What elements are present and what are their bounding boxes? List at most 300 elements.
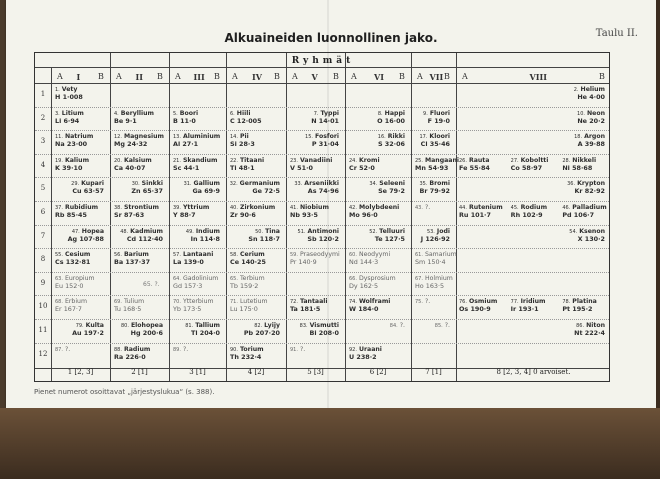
element-name-text: Fluori <box>429 109 450 117</box>
element-name <box>300 322 339 329</box>
element-name <box>390 322 405 329</box>
element-number: 79. <box>75 323 84 329</box>
element-cell <box>55 110 84 125</box>
element-cell <box>415 157 459 172</box>
element-name <box>55 86 83 93</box>
group-sub-a: A <box>417 72 423 81</box>
element-name <box>55 275 95 282</box>
element-number: 52. <box>369 228 378 235</box>
element-number: 20. <box>114 157 122 164</box>
element-name-text: Sinkki <box>141 180 163 188</box>
element-name-text: Magnesium <box>123 133 164 141</box>
element-name <box>369 228 405 235</box>
element-symbol-weight: Cd 112·40 <box>126 234 163 243</box>
element-number: 58. <box>230 252 238 259</box>
element-name-text: ?. <box>399 322 405 329</box>
element-cell <box>511 204 547 219</box>
element-cell <box>305 133 339 148</box>
element-number: 4. <box>114 110 119 117</box>
element-name-text: Nikkeli <box>572 156 597 164</box>
element-symbol-weight: S 32·06 <box>377 140 405 149</box>
element-number: 88. <box>114 346 122 353</box>
element-name-text: Gallium <box>193 180 220 188</box>
element-cell <box>173 110 198 125</box>
element-name <box>230 346 264 353</box>
plate-label: Taulu II. <box>595 28 638 39</box>
element-number: 7. <box>313 110 319 117</box>
element-cell <box>349 298 390 313</box>
group-sub-b: B <box>98 72 104 81</box>
element-name-text: Mangaani <box>424 156 459 164</box>
element-cell <box>290 204 329 219</box>
element-name <box>349 204 399 211</box>
element-name-text: Koboltti <box>520 156 549 164</box>
element-number: 33. <box>294 181 303 188</box>
footnote: Pienet numerot osoittavat „järjestyslukua“ (s. 388). <box>34 388 215 396</box>
element-name-text: Seleeni <box>379 180 405 188</box>
element-symbol-weight: C 12·005 <box>230 116 262 125</box>
element-name <box>290 157 332 164</box>
element-number: 75. <box>415 299 423 306</box>
element-name <box>305 133 339 140</box>
element-name-text: ?. <box>424 298 431 306</box>
element-symbol-weight: Nb 93·5 <box>290 211 318 219</box>
element-cell <box>419 180 450 195</box>
element-number: 65. <box>230 275 238 282</box>
element-number: 36. <box>567 181 576 188</box>
element-number: 6. <box>230 110 235 117</box>
element-symbol-weight: Te 127·5 <box>374 234 405 243</box>
element-symbol-weight: Nt 222·4 <box>574 329 605 337</box>
element-cell <box>72 322 104 337</box>
element-symbol-weight: Th 232·4 <box>230 352 262 361</box>
element-cell <box>68 228 104 243</box>
group-VIII-label: VIII <box>529 72 547 82</box>
element-name-text: Hiili <box>236 109 251 117</box>
element-cell <box>120 228 163 243</box>
element-name-text: ?. <box>182 345 189 353</box>
element-cell <box>349 346 382 361</box>
valence-label: 5 [3] <box>307 368 324 376</box>
element-cell <box>114 110 154 125</box>
element-name-text: Zirkonium <box>239 204 276 211</box>
period-divider <box>35 248 609 249</box>
group-sub-b: B <box>274 72 280 81</box>
element-name-text: Lutetium <box>239 298 268 306</box>
element-name <box>173 110 198 117</box>
period-divider <box>35 177 609 178</box>
element-symbol-weight: He 4·00 <box>577 93 605 101</box>
element-cell <box>173 346 188 353</box>
element-symbol-weight: Sm 150·4 <box>415 258 446 267</box>
element-number: 48. <box>120 228 129 235</box>
element-cell <box>435 322 450 329</box>
element-number: 43. <box>415 205 423 211</box>
element-name <box>55 133 93 140</box>
period-4-number: 4 <box>40 160 46 169</box>
group-sub-b: B <box>399 72 405 81</box>
element-cell <box>311 110 339 125</box>
element-symbol-weight: Br 79·92 <box>419 187 450 196</box>
element-name-text: Neodyymi <box>358 251 391 259</box>
element-symbol-weight: Ge 72·5 <box>252 187 280 196</box>
element-symbol-weight: Mg 24·32 <box>114 140 148 149</box>
element-symbol-weight: Tl 204·0 <box>191 329 220 337</box>
element-name <box>562 204 606 211</box>
element-name-text: Kadmium <box>130 227 163 235</box>
element-symbol-weight: Hg 200·6 <box>130 329 163 337</box>
element-name <box>415 204 430 211</box>
row-divider <box>35 83 609 84</box>
element-cell <box>562 157 596 172</box>
element-name-text: Torium <box>239 345 264 353</box>
element-number: 26. <box>459 157 467 164</box>
period-1-number: 1 <box>40 90 46 98</box>
element-name <box>574 86 605 93</box>
element-symbol-weight: Pr 140·9 <box>290 258 317 267</box>
element-number: 47. <box>71 228 80 235</box>
element-name <box>114 133 164 140</box>
column-divider <box>456 53 457 381</box>
group-sub-b: B <box>444 72 450 81</box>
element-cell <box>230 275 265 290</box>
element-name <box>562 157 596 164</box>
valence-label: 6 [2] <box>369 368 387 376</box>
period-9-number: 9 <box>40 278 46 287</box>
element-cell <box>173 133 220 148</box>
element-name <box>421 228 450 235</box>
element-number: 50. <box>255 228 264 235</box>
element-cell <box>55 204 98 219</box>
group-sub-a: A <box>232 72 238 81</box>
group-sub-a: A <box>292 72 298 81</box>
element-cell <box>230 251 266 266</box>
element-name-text: Skandium <box>182 156 218 164</box>
element-name <box>173 251 213 258</box>
element-symbol-weight: Ti 48·1 <box>230 163 255 172</box>
element-symbol-weight: Si 28·3 <box>230 140 255 149</box>
element-cell <box>459 298 497 313</box>
element-symbol-weight: Be 9·1 <box>114 116 137 125</box>
period-divider <box>35 201 609 202</box>
group-sub-a: A <box>462 72 468 81</box>
element-name <box>290 346 305 353</box>
element-name <box>230 251 266 258</box>
element-name-text: Praseodyymi <box>299 251 340 259</box>
element-number: 1. <box>55 87 60 93</box>
element-symbol-weight: Pt 195·2 <box>562 305 593 314</box>
element-name-text: Rikki <box>387 133 405 141</box>
element-number: 57. <box>173 252 181 259</box>
element-symbol-weight: Sr 87·63 <box>114 211 145 219</box>
table-page <box>6 0 656 408</box>
element-name-text: Europium <box>64 274 95 282</box>
element-name-text: Beryllium <box>120 109 154 117</box>
element-symbol-weight: Os 190·9 <box>459 305 491 314</box>
valence-label: 8 [2, 3, 4] 0 arvoiset. <box>496 368 571 376</box>
element-number: 90. <box>230 346 238 353</box>
element-number: 59. <box>290 252 298 259</box>
element-cell <box>577 110 605 125</box>
group-sub-a: A <box>175 72 181 81</box>
page-title: Alkuaineiden luonnollinen jako. <box>224 31 438 45</box>
element-number: 22. <box>230 157 238 164</box>
element-cell <box>390 322 405 329</box>
element-name-text: Vanadiini <box>299 156 333 164</box>
element-name-text: Dysprosium <box>358 274 396 282</box>
element-symbol-weight: Sc 44·1 <box>173 163 200 172</box>
element-cell <box>574 133 605 148</box>
element-symbol-weight: Co 58·97 <box>510 163 543 172</box>
element-name <box>230 180 280 187</box>
element-cell <box>415 275 453 290</box>
element-name-text: Niobium <box>299 204 329 211</box>
element-symbol-weight: Nd 144·3 <box>349 258 379 267</box>
element-cell <box>290 157 332 172</box>
element-name <box>55 346 70 353</box>
element-cell <box>230 110 262 125</box>
element-name-text: Yttrium <box>182 204 210 211</box>
element-name <box>173 346 188 353</box>
group-sub-b: B <box>599 72 605 81</box>
element-name-text: Neon <box>586 109 605 117</box>
element-cell <box>369 180 405 195</box>
element-name-text: Titaani <box>239 156 265 164</box>
element-name <box>574 133 605 140</box>
element-cell <box>55 251 90 266</box>
element-number: 34. <box>369 181 378 188</box>
element-symbol-weight: F 19·0 <box>427 116 450 125</box>
element-name <box>173 298 214 305</box>
element-symbol-weight: Fe 55·84 <box>459 163 490 172</box>
element-number: 40. <box>230 205 238 211</box>
element-cell <box>369 228 405 243</box>
element-name <box>577 110 605 117</box>
element-symbol-weight: V 51·0 <box>290 163 313 172</box>
element-number: 56. <box>114 252 122 259</box>
element-name <box>173 275 218 282</box>
group-II-label: II <box>135 72 143 82</box>
element-name <box>511 204 547 211</box>
group-V-label: V <box>311 72 318 82</box>
element-name-text: Iridium <box>520 298 546 306</box>
element-symbol-weight: U 238·2 <box>349 352 377 361</box>
element-cell <box>562 204 606 219</box>
element-name-text: ?. <box>444 322 450 329</box>
element-cell <box>173 157 218 172</box>
element-name-text: Kulta <box>85 322 104 329</box>
element-symbol-weight: Ho 163·5 <box>415 281 445 290</box>
element-name <box>290 298 328 305</box>
element-symbol-weight: La 139·0 <box>173 258 204 267</box>
element-number: 70. <box>173 299 181 306</box>
element-name-text: Strontium <box>123 204 160 211</box>
element-name-text: Cesium <box>64 251 91 259</box>
element-name-text: Molybdeeni <box>358 204 400 211</box>
group-sub-b: B <box>157 72 163 81</box>
element-cell <box>349 157 380 172</box>
element-name <box>185 322 220 329</box>
element-symbol-weight: K 39·10 <box>55 163 83 172</box>
element-name-text: Bromi <box>429 180 450 188</box>
group-IV-label: IV <box>252 72 262 82</box>
element-cell <box>173 204 209 219</box>
element-cell <box>290 298 328 313</box>
element-symbol-weight: Ag 107·88 <box>67 234 104 243</box>
column-divider <box>345 53 346 381</box>
element-symbol-weight: Se 79·2 <box>378 187 405 196</box>
element-cell <box>121 322 163 337</box>
element-cell <box>511 157 549 172</box>
element-cell <box>298 228 339 243</box>
element-name-text: Cerium <box>239 251 265 259</box>
element-number: 69. <box>114 299 122 306</box>
element-name-text: Pii <box>239 133 249 141</box>
element-name-text: Kupari <box>81 180 104 188</box>
element-cell <box>55 157 89 172</box>
column-divider <box>110 53 111 381</box>
element-name-text: Osmium <box>468 298 498 306</box>
element-name <box>72 322 104 329</box>
element-symbol-weight: Ru 101·7 <box>459 211 491 219</box>
element-number: 68. <box>55 299 63 306</box>
element-name-text: Krypton <box>577 180 605 188</box>
element-name-text: Vismutti <box>309 322 339 329</box>
element-name-text: Terbium <box>239 274 265 282</box>
column-divider <box>286 53 287 381</box>
element-number: 37. <box>55 205 63 211</box>
period-12-number: 12 <box>38 349 48 358</box>
element-cell <box>349 204 399 219</box>
element-symbol-weight: A 39·88 <box>577 140 605 149</box>
element-number: 76. <box>459 299 467 306</box>
element-symbol-weight: Ca 40·07 <box>114 163 146 172</box>
element-name <box>562 298 596 305</box>
group-VII-label: VII <box>429 72 444 82</box>
element-symbol-weight: In 114·8 <box>190 234 220 243</box>
element-symbol-weight: Au 197·2 <box>72 329 104 337</box>
element-name <box>511 298 546 305</box>
element-name <box>423 110 450 117</box>
element-name-text: Kalsium <box>123 156 152 164</box>
element-number: 53. <box>426 228 435 235</box>
row-divider <box>35 67 609 68</box>
element-name <box>114 298 144 305</box>
element-cell <box>415 251 457 266</box>
element-number: 87. <box>55 346 63 353</box>
element-name <box>415 251 457 258</box>
element-symbol-weight: Cl 35·46 <box>420 140 450 149</box>
element-name-text: Arseniikki <box>304 180 339 188</box>
element-symbol-weight: P 31·04 <box>311 140 339 149</box>
element-number: 44. <box>459 205 467 211</box>
element-name <box>131 180 163 187</box>
period-divider <box>35 272 609 273</box>
element-name <box>290 204 329 211</box>
element-number: 54. <box>569 228 578 235</box>
element-name <box>114 110 154 117</box>
period-3-number: 3 <box>40 137 46 146</box>
periodic-table <box>34 52 610 382</box>
element-symbol-weight: Zr 90·6 <box>230 211 256 219</box>
valence-label: 4 [2] <box>247 368 265 376</box>
element-cell <box>574 322 605 337</box>
element-cell <box>184 180 220 195</box>
element-name <box>55 157 89 164</box>
element-name <box>349 251 390 258</box>
element-symbol-weight: B 11·0 <box>173 116 196 125</box>
element-name-text: Antimoni <box>307 227 339 235</box>
element-cell <box>567 180 605 195</box>
element-cell <box>55 346 70 353</box>
element-name-text: Rubidium <box>64 204 99 211</box>
element-number: 13. <box>173 134 181 141</box>
element-cell <box>114 251 150 266</box>
element-name-text: Gadolinium <box>182 274 219 282</box>
element-name-text: Natrium <box>64 133 94 141</box>
element-name-text: Wolframi <box>358 298 391 306</box>
element-number: 12. <box>114 134 122 141</box>
element-number: 19. <box>55 157 63 164</box>
element-symbol-weight: Kr 82·92 <box>574 187 605 196</box>
element-symbol-weight: Pb 207·20 <box>243 329 280 337</box>
element-cell <box>230 180 280 195</box>
element-name <box>114 204 159 211</box>
element-number: 24. <box>349 157 357 164</box>
column-divider <box>169 53 170 381</box>
element-symbol-weight: H 1·008 <box>55 93 83 101</box>
element-name-text: ?. <box>299 345 306 353</box>
element-name <box>415 275 453 282</box>
element-name <box>55 251 90 258</box>
element-number: 5. <box>173 110 178 117</box>
element-symbol-weight: Tb 159·2 <box>230 281 259 290</box>
element-name <box>419 180 450 187</box>
period-divider <box>35 130 609 131</box>
element-symbol-weight: Y 88·7 <box>173 211 196 219</box>
element-symbol-weight: Dy 162·5 <box>349 281 379 290</box>
element-cell <box>419 133 450 148</box>
element-name <box>173 157 218 164</box>
element-name <box>68 228 104 235</box>
element-symbol-weight: Ta 181·5 <box>290 305 321 314</box>
element-cell <box>114 346 150 361</box>
element-name <box>311 110 339 117</box>
element-number: 17. <box>419 134 428 141</box>
element-cell <box>511 298 546 313</box>
element-cell <box>114 133 164 148</box>
element-cell <box>378 133 405 148</box>
element-number: 89. <box>173 346 181 353</box>
element-symbol-weight: Mn 54·93 <box>415 163 449 172</box>
element-name <box>55 110 84 117</box>
element-number: 45. <box>510 205 519 211</box>
element-name-text: Lantaani <box>182 251 214 259</box>
element-name-text: Rodium <box>520 204 548 211</box>
element-name-text: Palladium <box>572 204 607 211</box>
element-number: 64. <box>173 275 181 282</box>
element-cell <box>415 298 430 305</box>
element-number: 67. <box>415 275 423 282</box>
element-name-text: Argon <box>584 133 605 141</box>
element-cell <box>230 133 255 148</box>
element-name-text: Boori <box>179 109 199 117</box>
element-name <box>186 228 220 235</box>
element-name-text: Kloori <box>429 133 450 141</box>
group-sub-b: B <box>214 72 220 81</box>
element-number: 60. <box>349 252 357 259</box>
element-symbol-weight: Rh 102·9 <box>510 211 543 219</box>
